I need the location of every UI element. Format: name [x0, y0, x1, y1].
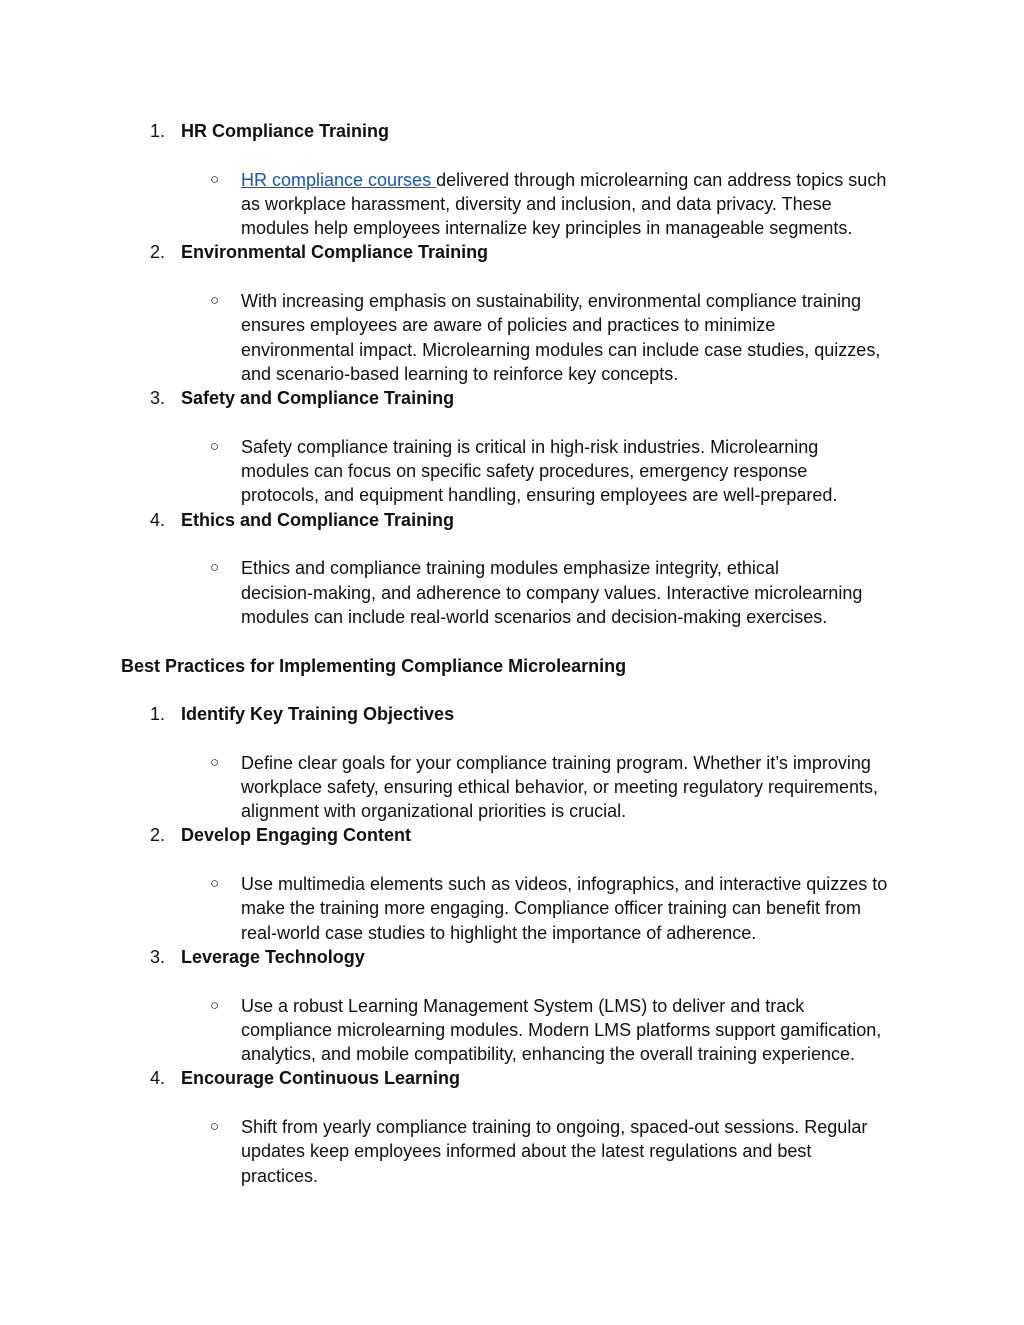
item-heading: Encourage Continuous Learning: [181, 1068, 461, 1089]
compliance-types-list: [0, 119, 1024, 629]
bullet-icon: ○: [210, 170, 220, 188]
item-paragraph: Define clear goals for your compliance training program. Whether it’s improving workplace safety, ensuring ethical behavior, or meeting regulatory requirements, alignment with organizational priorities is crucial.: [241, 752, 878, 822]
list-item-detail: [0, 289, 1024, 386]
item-paragraph: Shift from yearly compliance training to ongoing, spaced-out sessions. Regular updates keep employees informed about the latest regulations and best practices.: [241, 1117, 868, 1186]
list-item-detail: [0, 556, 1024, 629]
list-item: [0, 1066, 1024, 1090]
item-heading: HR Compliance Training: [181, 121, 390, 141]
item-paragraph: Ethics and compliance training modules emphasize integrity, ethical decision-making, and adherence to company values. Interactive microlearning modules can include real-world scenarios and decision-making exercises.: [241, 558, 863, 627]
item-text: delivered through microlearning can address topics such as workplace harassment, diversity and inclusion, and data privacy. These modules help employees internalize key principles in manageable segments.: [241, 169, 887, 239]
list-number: 2.: [150, 242, 166, 263]
item-heading: Ethics and Compliance Training: [181, 509, 455, 530]
list-number: 2.: [150, 825, 166, 846]
list-item-detail: [0, 1115, 1024, 1188]
item-heading: Identify Key Training Objectives: [181, 704, 455, 724]
item-paragraph: Safety compliance training is critical in high-risk industries. Microlearning modules can focus on specific safety procedures, emergency response protocols, and equipment handling, ensuring employees are well-prepared.: [241, 436, 838, 506]
bullet-icon: ○: [210, 996, 220, 1014]
item-paragraph: With increasing emphasis on sustainability, environmental compliance training ensures employees are aware of policies and practices to minimize environmental impact. Microlearning modules can include case studies, quizzes, and scenario-based learning to reinforce key concepts.: [241, 291, 881, 384]
list-item: [0, 508, 1024, 532]
list-item-detail: [0, 751, 1024, 824]
item-paragraph: Use a robust Learning Management System (LMS) to deliver and track compliance microlearning modules. Modern LMS platforms support gamification, analytics, and mobile compatibility, enhancing the overall training experience.: [241, 995, 882, 1065]
list-number: 3.: [150, 946, 166, 967]
best-practices-list: [0, 702, 1024, 1188]
list-item: [0, 823, 1024, 847]
list-number: 4.: [150, 1068, 166, 1089]
hr-compliance-courses-link[interactable]: HR compliance courses: [241, 169, 437, 190]
bullet-icon: ○: [210, 437, 220, 455]
list-number: 3.: [150, 388, 166, 409]
list-number: 1.: [150, 704, 166, 724]
list-number: 1.: [150, 121, 166, 141]
list-item: [0, 945, 1024, 969]
item-paragraph: Use multimedia elements such as videos, infographics, and interactive quizzes to make the training more engaging. Compliance officer training can benefit from real-world case studies to highlight the importance of adherence.: [241, 874, 888, 943]
item-heading: Environmental Compliance Training: [181, 242, 489, 263]
bullet-icon: ○: [210, 559, 220, 577]
list-item: [0, 119, 1024, 143]
bullet-icon: ○: [210, 753, 220, 771]
item-heading: Leverage Technology: [181, 946, 365, 967]
bullet-icon: ○: [210, 292, 220, 310]
bullet-icon: ○: [210, 875, 220, 893]
list-item: [0, 386, 1024, 410]
list-item-detail: [0, 994, 1024, 1067]
item-heading: Safety and Compliance Training: [181, 388, 455, 409]
list-number: 4.: [150, 509, 166, 530]
section-heading: Best Practices for Implementing Compliance Microlearning: [121, 656, 627, 676]
bullet-icon: ○: [210, 1118, 220, 1136]
list-item-detail: [0, 435, 1024, 508]
list-item: [0, 702, 1024, 726]
list-item-detail: [0, 168, 1024, 241]
item-paragraph: [241, 168, 906, 241]
list-item-detail: [0, 872, 1024, 945]
item-heading: Develop Engaging Content: [181, 825, 412, 846]
list-item: [0, 240, 1024, 264]
